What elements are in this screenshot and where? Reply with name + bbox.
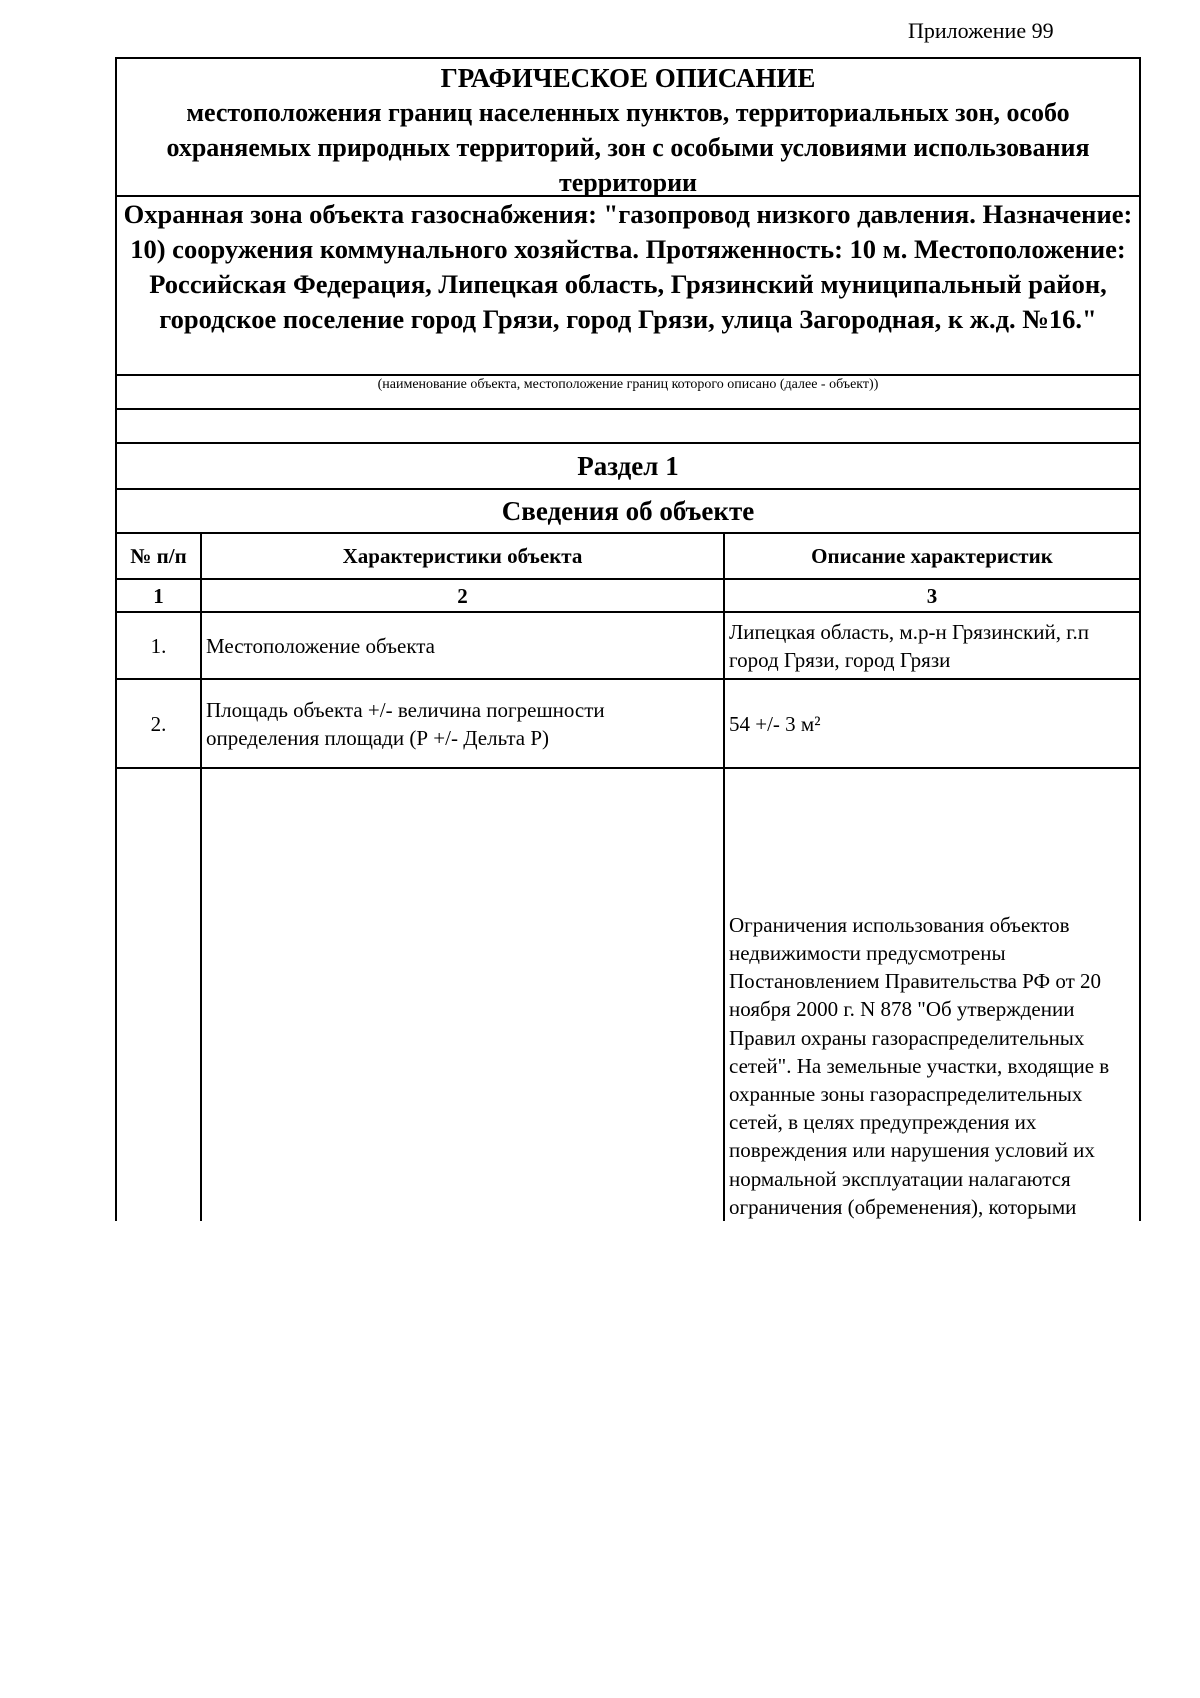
document-title: ГРАФИЧЕСКОЕ ОПИСАНИЕ [440, 63, 816, 93]
section-title: Сведения об объекте [117, 490, 1139, 534]
row-num [117, 768, 201, 1221]
header-num: № п/п [117, 534, 201, 579]
row-num: 2. [117, 679, 201, 768]
table-header-row [117, 534, 1139, 579]
table-row [117, 768, 1139, 1221]
row-num: 1. [117, 612, 201, 679]
table-row [117, 679, 1139, 768]
object-name: Охранная зона объекта газоснабжения: "газопровод низкого давления. Назначение: 10) сооружения коммунального хозяйства. Протяженность: 10 м. Местоположение: Российская Федерация, Липецкая область, Грязинский муниципальный район, городское поселение город Грязи, город Грязи, улица Загородная, к ж.д. №16." [123, 199, 1133, 334]
object-info-table [117, 534, 1139, 1221]
header-characteristics: Характеристики объекта [201, 534, 724, 579]
header-description: Описание характеристик [724, 534, 1139, 579]
row-name [201, 768, 724, 1221]
row-value: 54 +/- 3 м² [724, 679, 1139, 768]
row-value: Ограничения использования объектов недвижимости предусмотрены Постановлением Правительства РФ от 20 ноября 2000 г. N 878 "Об утверждении Правил охраны газораспределительных сетей". На земельные участки, входящие в охранные зоны газораспределительных сетей, в целях предупреждения их повреждения или нарушения условий их нормальной эксплуатации налагаются ограничения (обременения), которыми [724, 768, 1139, 1221]
document-subtitle: местоположения границ населенных пунктов, территориальных зон, особо охраняемых природных территорий, зон с особыми условиями использования территории [166, 98, 1090, 197]
col-number-3: 3 [724, 579, 1139, 612]
col-number-1: 1 [117, 579, 201, 612]
title-block [117, 59, 1139, 197]
object-caption: (наименование объекта, местоположение границ которого описано (далее - объект)) [117, 376, 1139, 410]
table-row [117, 612, 1139, 679]
row-name: Площадь объекта +/- величина погрешности определения площади (Р +/- Дельта Р) [201, 679, 724, 768]
table-col-number-row [117, 579, 1139, 612]
section-label: Раздел 1 [117, 444, 1139, 490]
row-name: Местоположение объекта [201, 612, 724, 679]
object-block [117, 197, 1139, 376]
spacer-row [117, 410, 1139, 444]
col-number-2: 2 [201, 579, 724, 612]
document-frame [115, 57, 1141, 1221]
appendix-label: Приложение 99 [908, 18, 1054, 43]
row-value: Липецкая область, м.р-н Грязинский, г.п город Грязи, город Грязи [724, 612, 1139, 679]
